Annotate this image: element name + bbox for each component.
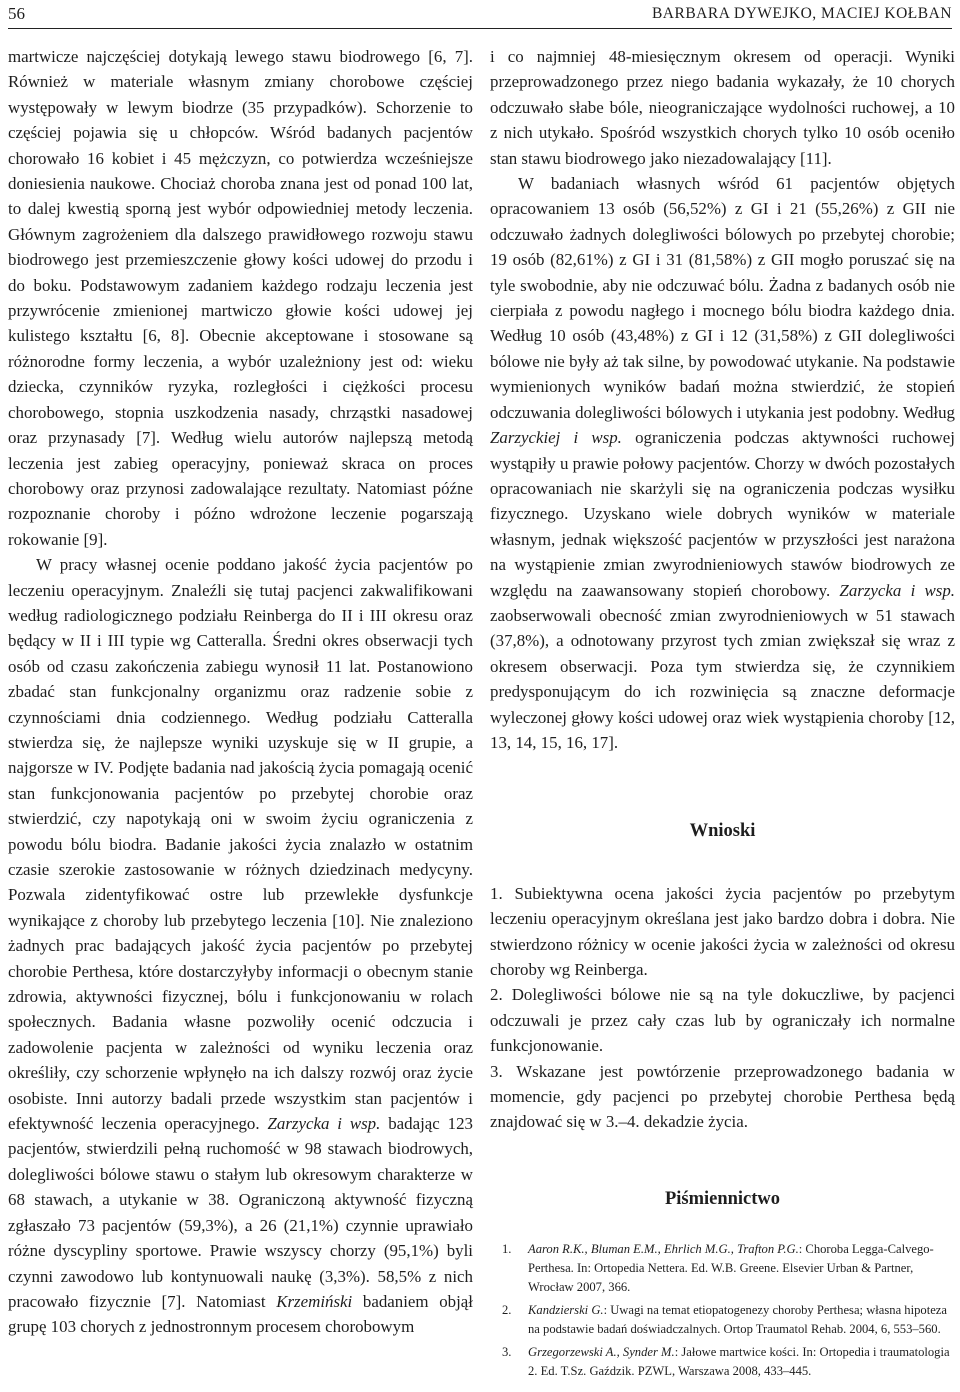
right-p2-text-a: W badaniach własnych wśród 61 pacjentów objętych opracowaniem 13 osób (56,52%) z GI i 21 (55,26%) z GII nie odczuwało żadnych dolegliwości bólowych po przebytej chorobie; 19 osób (82,61%) z GI i 31 (81,58%) z GII mogło poruszać się na tyle swobodnie, aby nie odczuwać bólu. Żadna z badanych osób nie cierpiała z powodu nagłego i mocnego bólu biodra każdego dnia. Według 10 osób (43,48%) z GI i 12 (31,58%) z GII dolegliwości bólowe nie były aż tak silne, by powodować utykanie. Na podstawie wymienionych wyników badań można stwierdzić, że stopień odczuwania dolegliwości bólowych i utykania jest podobny. Według bbox=[490, 174, 955, 422]
left-p2-citation-krzeminski: Krzemiński bbox=[276, 1291, 353, 1311]
heading-conclusions: Wnioski bbox=[689, 821, 756, 842]
heading-references: Piśmiennictwo bbox=[664, 1188, 781, 1209]
reference-item bbox=[490, 1240, 955, 1297]
right-p2-citation-zarzycka: Zarzycka i wsp. bbox=[839, 580, 955, 600]
left-paragraph-2 bbox=[8, 552, 473, 1340]
right-p2-citation-zarzyckiej: Zarzyckiej i wsp. bbox=[490, 428, 622, 448]
left-p2-text-c: badaniem objął grupę 103 chorych z jednostronnym procesem chorobowym bbox=[8, 1291, 473, 1337]
reference-details: : Choroba Legga-Calvego-Perthesa. In: Ortopedia Nettera. Ed. W.B. Greene. Elsevier Urban & Partner, Wrocław 2007, 366. bbox=[528, 1242, 934, 1295]
conclusion-item: 2. Dolegliwości bólowe nie są na tyle dokuczliwe, by pacjenci odczuwali je przez cały czas lub by ograniczały ich normalne funkcjonowanie. bbox=[490, 985, 955, 1056]
reference-list bbox=[490, 1240, 955, 1381]
reference-number: 1. bbox=[502, 1242, 512, 1257]
reference-number: 3. bbox=[502, 1345, 512, 1360]
reference-item bbox=[490, 1301, 955, 1339]
reference-details: : Jałowe martwice kości. In: Ortopedia i traumatologia 2. Ed. T.Sz. Gaździk. PZWL, Warszawa 2008, 433–445. bbox=[528, 1345, 950, 1379]
left-column bbox=[8, 44, 473, 1340]
right-p2-text-b: ograniczenia podczas aktywności ruchowej wystąpiły u prawie połowy pacjentów. Chorzy w dwóch pozostałych opracowaniach nie skarżyli się na ograniczenia podczas wysiłku fizycznego. Uzyskano wiele dobrych wyników w materiale własnym, jednak większość pacjentów w przyszłości jest narażona na wystąpienie zmian zwyrodnieniowych stawów biodrowych ze względu na zaawansowany stopień chorobowy. bbox=[490, 428, 955, 600]
reference-authors: Kandzierski G. bbox=[528, 1303, 604, 1318]
left-paragraph-1: martwicze najczęściej dotykają lewego stawu biodrowego [6, 7]. Również w materiale własnym zmiany chorobowe częściej występowały w lewym biodrze (35 przypadków). Schorzenie to częściej pojawia się u chłopców. Wśród badanych pacjentów chorowało 16 kobiet i 45 mężczyzn, co potwierdza wcześniejsze doniesienia naukowe. Chociaż choroba znana jest od ponad 100 lat, to dalej kwestią sporną jest wybór odpowiedniej metody leczenia. Głównym zagrożeniem dla dalszego prawidłowego rozwoju stawu biodrowego jest przemieszczenie głowy kości udowej do przodu i do boku. Podstawowym zadaniem każdego rodzaju leczenia jest przywrócenie zmienionej martwiczo głowie kości udowej jej kulistego kształtu [6, 8]. Obecnie akceptowane i stosowane są różnorodne formy leczenia, a wybór uzależniony jest od: wieku dziecka, czynników ryzyka, rozległości i ciężkości procesu chorobowego, stopnia uszkodzenia nasady, chrząstki nasadowej oraz przynasady [7]. Według wielu autorów najlepszą metodą leczenia jest zabieg operacyjny, ponieważ skraca on proces chorobowy oraz przynosi zadowalające rezultaty. Natomiast późne rozpoznanie choroby i późno wdrożone leczenie pogarszają rokowanie [9]. bbox=[8, 47, 473, 549]
reference-authors: Grzegorzewski A., Synder M. bbox=[528, 1345, 675, 1360]
left-p2-text-a: W pracy własnej ocenie poddano jakość życia pacjentów po leczeniu operacyjnym. Znaleźli się tutaj pacjenci zakwalifikowani według radiologicznego podziału Reinberga do II i III okresu oraz będący w II i III typie wg Catteralla. Średni okres obserwacji tych osób od czasu zakończenia zabiegu wynosił 11 lat. Postanowiono zbadać stan funkcjonalny organizmu oraz radzenie sobie z czynnościami dnia codziennego. Według podziału Catteralla stwierdza się, że najlepsze wyniki uzyskuje się w II grupie, a najgorsze w IV. Podjęte badania nad jakością życia pomagają ocenić stan funkcjonowania pacjentów po przebytej chorobie oraz stwierdzić, czy napotykają oni w swoim życiu ograniczenia z powodu bólu biodra. Badanie jakości życia znalazło w ostatnim czasie szerokie zastosowanie w różnych dziedzinach medycyny. Pozwala zidentyfikować ostre lub przewlekłe dysfunkcje wynikające z choroby lub przebytego leczenia [10]. Nie znaleziono żadnych prac badających jakość życia pacjentów po przebytej chorobie Perthesa, które dostarczyłyby informacji o obecnym stanie zdrowia, aktywności fizycznej, bólu i funkcjonowaniu w rolach społecznych. Badania własne pozwoliły ocenić odczucia i zadowolenie pacjenta w zależności od wyniku leczenia oraz określiły, czy schorzenie wpłynęło na ich dalszy rozwój oraz życie osobiste. Inni autorzy badali przede wszystkim stan pacjentów i efektywność leczenia operacyjnego. bbox=[8, 555, 473, 1134]
reference-number: 2. bbox=[502, 1303, 512, 1318]
right-paragraph-1: i co najmniej 48-miesięcznym okresem od operacji. Wyniki przeprowadzonego przez niego badania wykazały, że 10 chorych odczuwało słabe bóle, nieograniczające wydolności ruchowej, a 10 z nich utykało. Spośród wszystkich chorych tylko 10 osób oceniło stan stawu biodrowego jako niezadowalający [11]. bbox=[490, 47, 955, 168]
page-number: 56 bbox=[8, 4, 25, 23]
reference-item bbox=[490, 1343, 955, 1381]
conclusion-item: 1. Subiektywna ocena jakości życia pacjentów po przebytym leczeniu operacyjnym określana jest jako bardzo dobra i dobra. Nie stwierdzono różnicy w ocenie jakości życia w zależności od okresu choroby wg Reinberga. bbox=[490, 883, 955, 979]
right-paragraph-2 bbox=[490, 171, 955, 755]
left-p2-text-b: badając 123 pacjentów, stwierdzili pełną ruchomość w 98 stawach biodrowych, dolegliwości bólowe stawu o stałym lub okresowym charakterze w 68 stawach, a utykanie w 38. Ograniczoną aktywność fizyczną zgłaszało 73 pacjentów (59,3%), a 26 (21,1%) czynnie uprawiało różne dyscypliny sportowe. Prawie wszyscy chorzy (95,1%) byli czynni zawodowo lub kontynuowali naukę (3,3%). 58,5% z nich pracowało fizycznie [7]. Natomiast bbox=[8, 1114, 473, 1311]
right-column bbox=[490, 44, 955, 1385]
reference-authors: Aaron R.K., Bluman E.M., Ehrlich M.G., Trafton P.G. bbox=[528, 1242, 799, 1257]
left-p2-citation-zarzycka: Zarzycka i wsp. bbox=[267, 1114, 381, 1134]
right-p2-text-c: zaobserwowali obecność zmian zwyrodnieniowych w 51 stawach (37,8%), a odnotowany przyrost tych zmian zwiększał się wraz z okresem obserwacji. Poza tym stwierdza się, że czynnikiem predysponującym do ich rozwinięcia są znaczne deformacje wyleczonej głowy kości udowej oraz wiek wystąpienia choroby [12, 13, 14, 15, 16, 17]. bbox=[490, 605, 955, 752]
page-header bbox=[8, 0, 952, 29]
conclusion-item: 3. Wskazane jest powtórzenie przeprowadzonego badania w momencie, gdy pacjenci po przebytej chorobie Perthesa będą znajdować się w 3.–4. dekadzie życia. bbox=[490, 1061, 955, 1132]
reference-details: : Uwagi na temat etiopatogenezy choroby Perthesa; własna hipoteza na podstawie badań doświadczalnych. Ortop Traumatol Rehab. 2004, 6, 553–560. bbox=[528, 1303, 947, 1337]
running-head-authors: BARBARA DYWEJKO, MACIEJ KOŁBAN bbox=[651, 5, 952, 22]
